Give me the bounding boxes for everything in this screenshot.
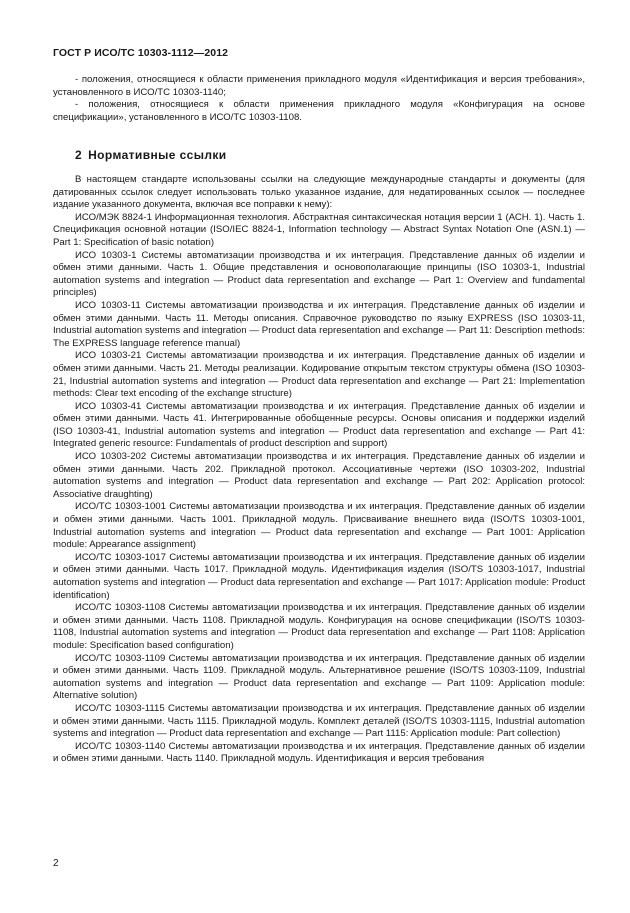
reference-iso-ts-10303-1140: ИСО/ТС 10303-1140 Системы автоматизации производства и их интеграция. Представление данных об изделии и обмен этими данными. Часть 1140. Прикладной модуль. Идентификация и версия требования xyxy=(53,740,585,765)
reference-iso-10303-11: ИСО 10303-11 Системы автоматизации производства и их интеграция. Представление данных об изделии и обмен этими данными. Часть 11. Методы описания. Справочное руководство по языку EXPRESS (ISO 10303-11, Industrial automation systems and integration — Product data representation and exchange — Part 11: Description methods: The EXPRESS language reference manual) xyxy=(53,299,585,349)
intro-paragraph-2: - положения, относящиеся к области применения прикладного модуля «Конфигурация на основе спецификации», установленного в ИСО/ТС 10303-1108. xyxy=(53,99,585,123)
reference-iso-ts-10303-1109: ИСО/ТС 10303-1109 Системы автоматизации производства и их интеграция. Представление данных об изделии и обмен этими данными. Часть 1109. Прикладной модуль. Альтернативное решение (ISO/TS 10303-1109, Industrial automation systems and integration — Product data representation and exchange — Part 1109: Application module: Alternative solution) xyxy=(53,652,585,702)
reference-iso-10303-1: ИСО 10303-1 Системы автоматизации производства и их интеграция. Представление данных об изделии и обмен этими данными. Часть 1. Общие представления и основополагающие принципы (ISO 10303-1, Industrial automation systems and integration — Product data representation and exchange — Part 1: Overview and fundamental principles) xyxy=(53,249,585,299)
reference-iso-ts-10303-1108: ИСО/ТС 10303-1108 Системы автоматизации производства и их интеграция. Представление данных об изделии и обмен этими данными. Часть 1108. Прикладной модуль. Конфигурация на основе спецификации (ISO/TS 10303-1108, Industrial automation systems and integration — Product data representation and exchange — Part 1108: Application module: Specification based configuration) xyxy=(53,602,585,651)
reference-iso-ts-10303-1017: ИСО/ТС 10303-1017 Системы автоматизации производства и их интеграция. Представление данных об изделии и обмен этими данными. Часть 1017. Прикладной модуль. Идентификация изделия (ISO/TS 10303-1017, Industrial automation systems and integration — Product data representation and exchange — Part 1017: Application module: Product identification) xyxy=(53,551,585,601)
reference-iso-iec-8824-1: ИСО/МЭК 8824-1 Информационная технология. Абстрактная синтаксическая нотация версии 1 (АСН. 1). Часть 1. Спецификация основной нотации (ISO/IEC 8824-1, Information technology — Abstract Syntax Notation One (ASN.1) — Part 1: Specification of basic notation) xyxy=(53,211,585,248)
reference-iso-ts-10303-1001: ИСО/ТС 10303-1001 Системы автоматизации производства и их интеграция. Представление данных об изделии и обмен этими данными. Часть 1001. Прикладной модуль. Присваивание внешнего вида (ISO/TS 10303-1001, Industrial automation systems and integration — Product data representation and exchange — Part 1001: Application module: Appearance assignment) xyxy=(53,501,585,551)
intro-block xyxy=(53,74,585,124)
reference-iso-10303-21: ИСО 10303-21 Системы автоматизации производства и их интеграция. Представление данных об изделии и обмен этими данными. Часть 21. Методы реализации. Кодирование открытым текстом структуры обмена (ISO 10303-21, Industrial automation systems and integration — Product data representation and exchange — Part 21: Implementation methods: Clear text encoding of the exchange structure) xyxy=(53,350,585,400)
paragraph-intro: В настоящем стандарте использованы ссылки на следующие международные стандарты и документы (для датированных ссылок следует использовать только указанное издание, для недатированных ссылок — последнее издание указанного документа, включая все поправки к нему): xyxy=(53,174,585,211)
reference-iso-10303-202: ИСО 10303-202 Системы автоматизации производства и их интеграция. Представление данных об изделии и обмен этими данными. Часть 202. Прикладной протокол. Ассоциативные чертежи (ISO 10303-202, Industrial automation systems and integration — Product data representation and exchange — Part 202: Application protocol: Associative draughting) xyxy=(53,451,585,500)
normative-references xyxy=(53,174,585,766)
reference-iso-ts-10303-1115: ИСО/ТС 10303-1115 Системы автоматизации производства и их интеграция. Представление данных об изделии и обмен этими данными. Часть 1115. Прикладной модуль. Комплект деталей (ISO/TS 10303-1115, Industrial automation systems and integration — Product data representation and exchange — Part 1115: Application module: Part collection) xyxy=(53,702,585,740)
document-header: ГОСТ Р ИСО/ТС 10303-1112—2012 xyxy=(53,47,229,59)
section-number: 2 xyxy=(75,148,83,162)
intro-paragraph-1: - положения, относящиеся к области применения прикладного модуля «Идентификация и версия требования», установленного в ИСО/ТС 10303-1140; xyxy=(53,74,585,98)
reference-iso-10303-41: ИСО 10303-41 Системы автоматизации производства и их интеграция. Представление данных об изделии и обмен этими данными. Часть 41. Интегрированные обобщенные ресурсы. Основы описания и поддержки изделий (ISO 10303-41, Industrial automation systems and integration — Product data representation and exchange — Part 41: Integrated generic resource: Fundamentals of product description and support) xyxy=(53,400,585,450)
section-title: Нормативные ссылки xyxy=(88,148,227,162)
section-heading xyxy=(75,148,227,162)
page-number: 2 xyxy=(53,858,59,869)
